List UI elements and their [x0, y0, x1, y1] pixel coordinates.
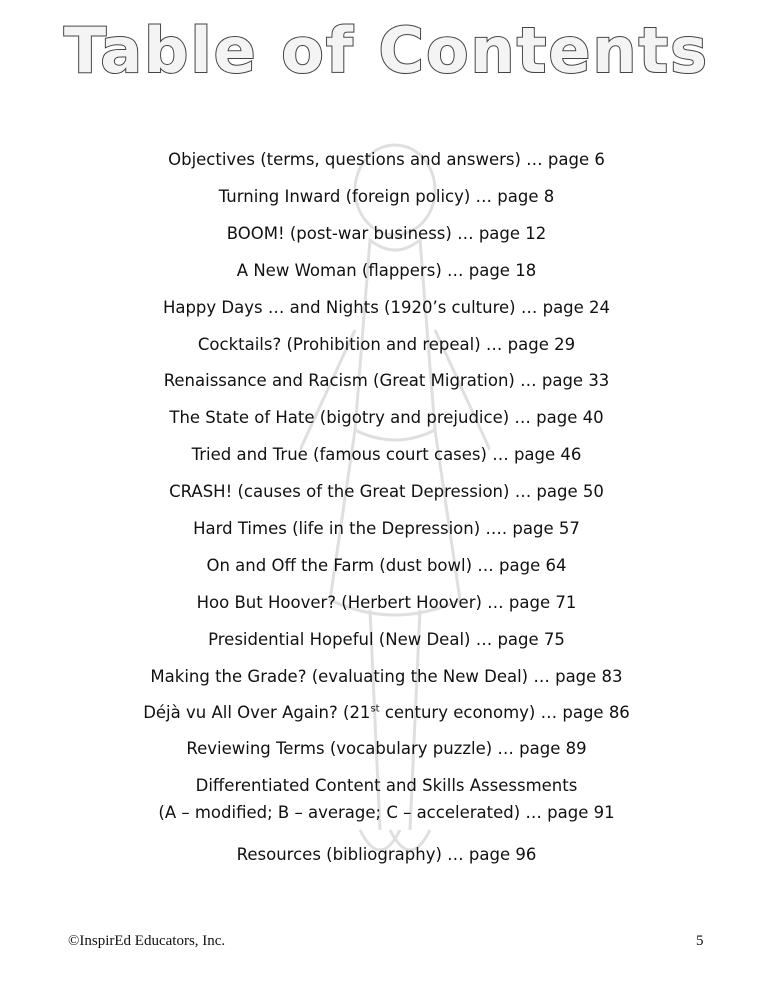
toc-entry-differentiated-line1: Differentiated Content and Skills Assessments: [195, 776, 578, 795]
toc-entry: Turning Inward (foreign policy) … page 8: [218, 186, 555, 206]
footer-page-number: 5: [696, 933, 704, 949]
toc-entry: Tried and True (famous court cases) … page 46: [191, 445, 582, 465]
toc-entry: CRASH! (causes of the Great Depression) … page 50: [169, 482, 604, 502]
footer-copyright: ©InspirEd Educators, Inc.: [68, 933, 226, 949]
toc-entry: A New Woman (flappers) … page 18: [236, 260, 537, 280]
toc-entry: Presidential Hopeful (New Deal) … page 75: [208, 629, 565, 649]
toc-entry-differentiated-line2: (A – modified; B – average; C – accelerated) … page 91: [158, 803, 615, 822]
toc-entry: The State of Hate (bigotry and prejudice) … page 40: [169, 408, 604, 428]
toc-entry: BOOM! (post-war business) … page 12: [226, 223, 547, 243]
toc-entry: Making the Grade? (evaluating the New Deal) … page 83: [150, 666, 623, 686]
toc-entry-resources: Resources (bibliography) … page 96: [236, 845, 537, 864]
superscript: st: [370, 703, 380, 715]
toc-entry: Renaissance and Racism (Great Migration) … page 33: [163, 371, 610, 391]
entry-text: Déjà vu All Over Again? (21: [143, 703, 371, 722]
toc-entry: Objectives (terms, questions and answers) … page 6: [168, 150, 605, 169]
entry-text: century economy) … page 86: [379, 703, 630, 722]
toc-entry-reviewing: Reviewing Terms (vocabulary puzzle) … page 89: [186, 739, 587, 758]
toc-entry-deja-vu: [0, 702, 773, 724]
toc-entry: Cocktails? (Prohibition and repeal) … page 29: [197, 334, 576, 354]
toc-entry: Hoo But Hoover? (Herbert Hoover) … page 71: [196, 592, 577, 612]
toc-entry: Hard Times (life in the Depression) …. page 57: [193, 519, 580, 538]
toc-entry: Happy Days … and Nights (1920’s culture) … page 24: [162, 297, 611, 317]
toc-entry: On and Off the Farm (dust bowl) … page 64: [206, 555, 567, 575]
page-title: Table of Contents: [63, 14, 710, 87]
